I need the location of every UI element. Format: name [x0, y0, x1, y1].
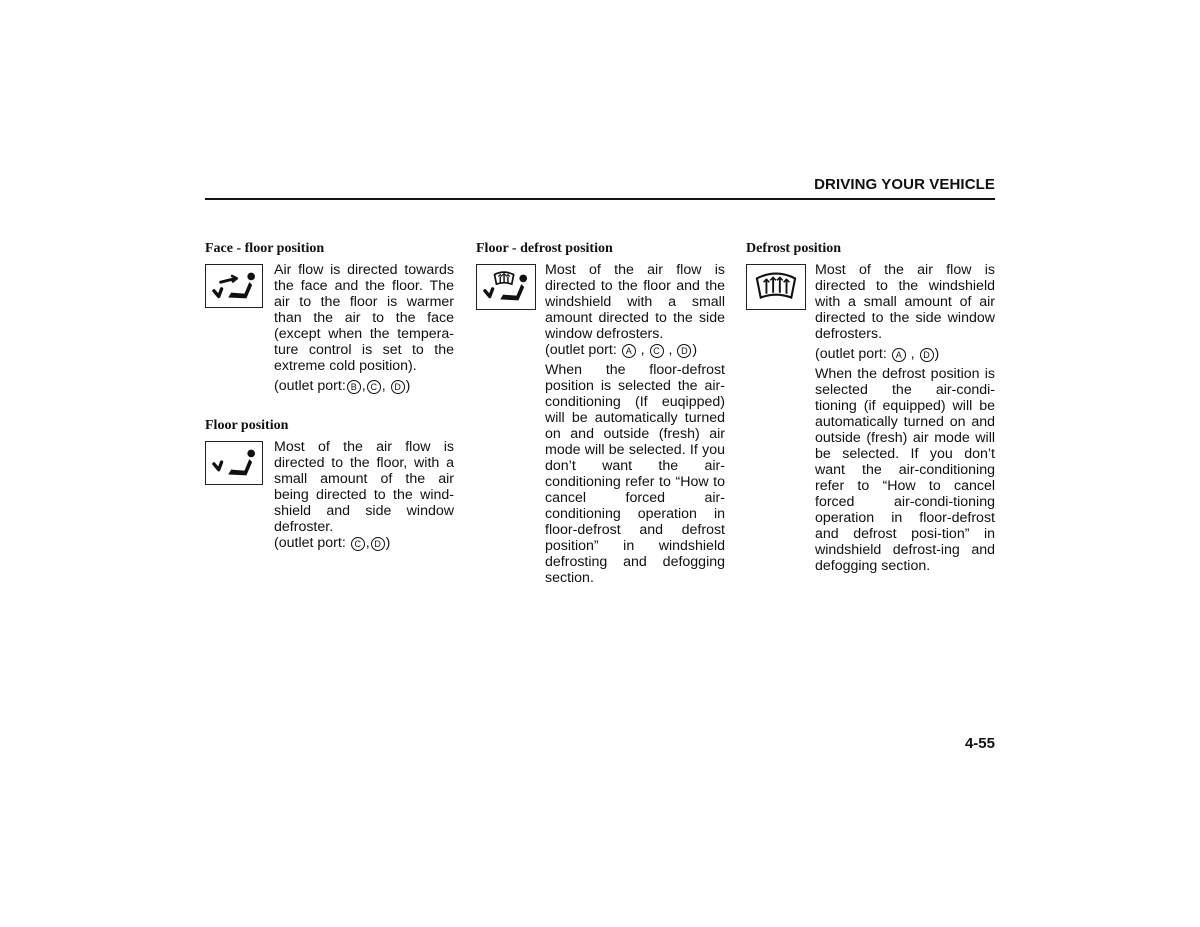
section-title: Floor position — [205, 418, 289, 433]
port-label: D — [371, 537, 385, 551]
section-title: Floor - defrost position — [476, 241, 613, 256]
outlet-ports: (outlet port: B , C , D ) — [274, 378, 411, 394]
column-2 — [476, 239, 726, 586]
face-floor-vent-icon — [205, 264, 263, 308]
section-title: Face - floor position — [205, 241, 325, 256]
section-note: When the floor-defrost position is selected the air-conditioning (If euqipped) will be automatically turned on and outside (fresh) air mode will be selected. If you don’t want the air-conditioning refer to “How to cancel forced air-conditioning operation in floor-defrost and defrost position” in windshield defrosting and defogging section. — [545, 362, 725, 586]
column-1 — [205, 239, 455, 551]
port-label: D — [391, 380, 405, 394]
port-label: B — [347, 380, 361, 394]
port-label: C — [367, 380, 381, 394]
page-number: 4-55 — [964, 735, 995, 752]
port-label: D — [677, 344, 691, 358]
port-label: D — [920, 348, 934, 362]
port-label: C — [650, 344, 664, 358]
section-text: Most of the air flow is directed to the windshield with a small amount of air directed to the side window defrosters. — [815, 262, 995, 342]
section-text: Air flow is directed towards the face and the floor. The air to the floor is warmer than the air to the face (except when the tempera-ture control is set to the extreme cold position). — [274, 262, 454, 374]
outlet-ports: (outlet port: A , C , D ) — [545, 342, 698, 358]
outlet-ports: (outlet port: A , D ) — [815, 346, 940, 362]
section-title: Defrost position — [746, 241, 842, 256]
port-label: C — [351, 537, 365, 551]
header-divider — [205, 198, 995, 200]
section-floor-defrost — [476, 239, 726, 586]
defrost-vent-icon — [746, 264, 806, 310]
section-text: Most of the air flow is directed to the floor and the windshield with a small amount directed to the side window defrosters. — [545, 262, 725, 342]
port-label: A — [622, 344, 636, 358]
section-floor — [205, 416, 455, 551]
section-text: Most of the air flow is directed to the floor, with a small amount of the air being directed to the wind-shield and side window defroster. — [274, 439, 454, 535]
floor-defrost-vent-icon — [476, 264, 536, 310]
column-3 — [746, 239, 996, 574]
section-defrost — [746, 239, 996, 574]
section-face-floor — [205, 239, 455, 394]
floor-vent-icon — [205, 441, 263, 485]
outlet-ports: (outlet port: C , D ) — [274, 535, 391, 551]
page-header-title: DRIVING YOUR VEHICLE — [814, 176, 995, 193]
port-label: A — [892, 348, 906, 362]
section-note: When the defrost position is selected the air-condi-tioning (if equipped) will be automatically turned on and outside (fresh) air mode will be selected. If you don’t want the air-conditioning refer to “How to cancel forced air-condi-tioning operation in floor-defrost and defrost posi-tion” in windshield defrost-ing and defogging section. — [815, 366, 995, 574]
